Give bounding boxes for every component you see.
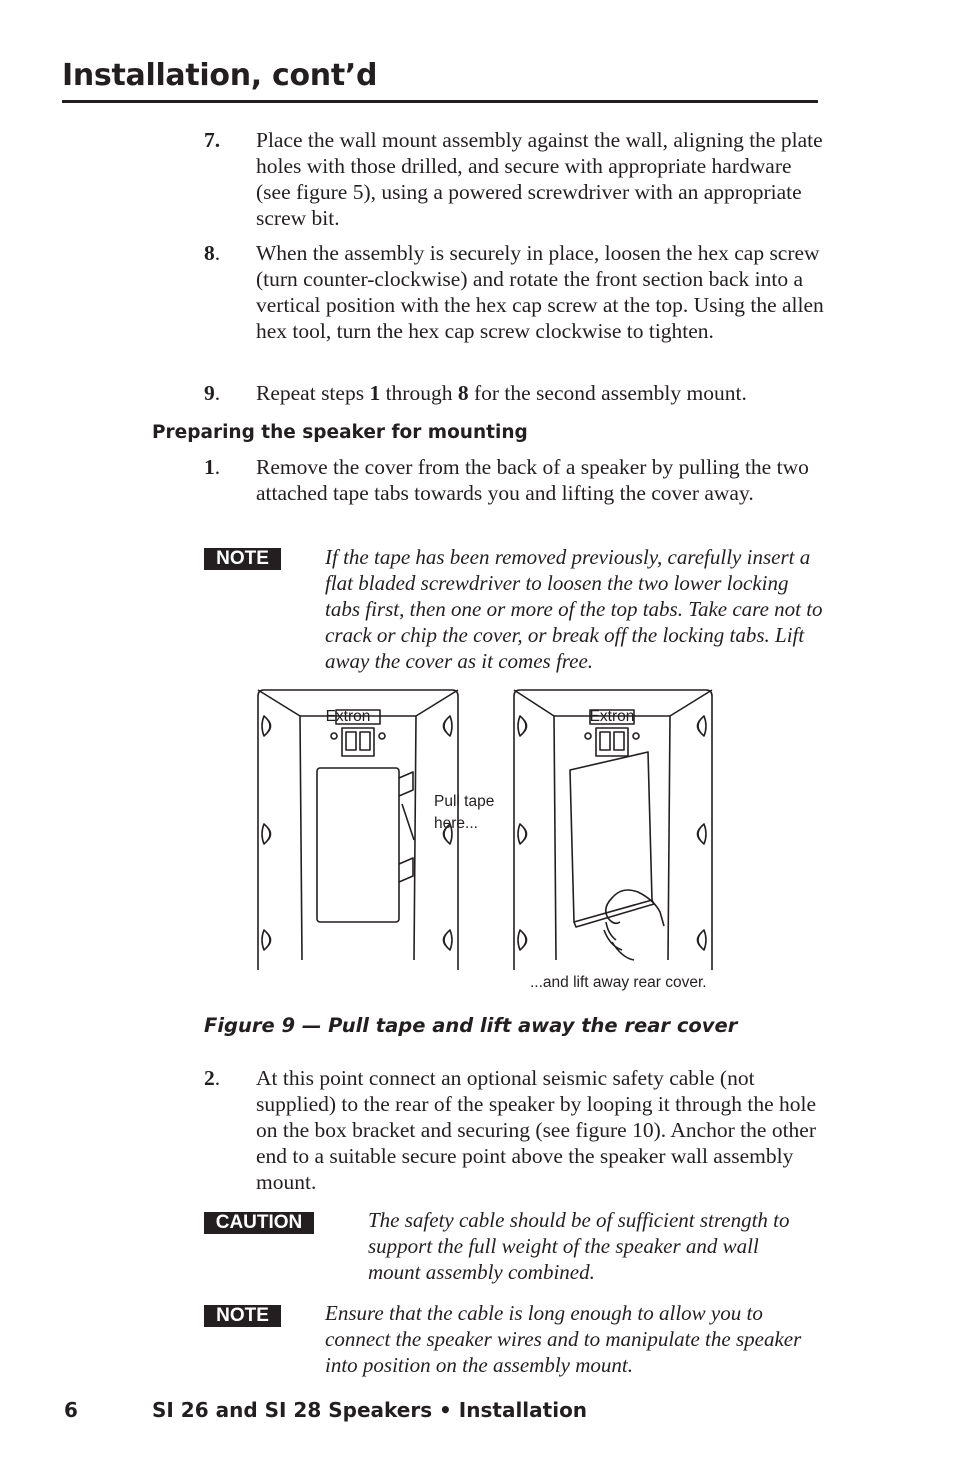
speaker-right-illustration xyxy=(514,690,712,970)
step-text: Remove the cover from the back of a speaker by pulling the two attached tape tabs towards you and lifting the cover away. xyxy=(256,455,809,505)
step-2 xyxy=(204,1065,824,1195)
note-text: If the tape has been removed previously, carefully insert a flat bladed screwdriver to loosen the two lower locking tabs first, then one or more of the top tabs. Take care not to crack or chip the cover, or break off the locking tabs. Lift away the cover as it comes free. xyxy=(325,545,823,673)
speaker-rear-cover-figure xyxy=(250,686,730,998)
step-number: 9. xyxy=(204,381,221,405)
note-text: Ensure that the cable is long enough to allow you to connect the speaker wires and to manipulate the speaker into position on the assembly mount. xyxy=(325,1301,802,1377)
note-badge: NOTE xyxy=(204,1305,281,1327)
step-8 xyxy=(204,240,824,344)
caution-badge: CAUTION xyxy=(204,1212,314,1234)
lift-cover-label: ...and lift away rear cover. xyxy=(530,974,707,991)
step-text: At this point connect an optional seismic safety cable (not supplied) to the rear of the speaker by looping it through the hole on the box bracket and securing (see figure 10). Anchor the other end to a suitable secure point above the speaker wall assembly mount. xyxy=(256,1066,817,1194)
step-7 xyxy=(204,127,824,231)
step-text: When the assembly is securely in place, loosen the hex cap screw (turn counter-clockwise) and rotate the front section back into a vertical position with the hex cap screw at the top. Using the allen hex tool, turn the hex cap screw clockwise to tighten. xyxy=(256,241,824,343)
brand-logo-right: Extron xyxy=(589,708,635,725)
page-title: Installation, cont’d xyxy=(62,58,378,93)
step-text: Place the wall mount assembly against the wall, aligning the plate holes with those drilled, and secure with appropriate hardware (see figure 5), using a powered screwdriver with an appropriate screw bit. xyxy=(256,128,823,230)
title-rule xyxy=(62,100,818,103)
page-number: 6 xyxy=(64,1398,78,1422)
step-number: 2. xyxy=(204,1066,221,1090)
caution-text: The safety cable should be of sufficient strength to support the full weight of the speaker and wall mount assembly combined. xyxy=(368,1208,790,1284)
step-text: Repeat steps 1 through 8 for the second assembly mount. xyxy=(256,381,747,405)
step-1 xyxy=(204,454,824,506)
speaker-left-illustration xyxy=(258,690,458,970)
step-number: 7. xyxy=(204,128,221,152)
brand-logo-left: Extron xyxy=(325,708,371,725)
section-heading: Preparing the speaker for mounting xyxy=(152,422,528,443)
step-9 xyxy=(204,380,824,406)
footer-title: SI 26 and SI 28 Speakers • Installation xyxy=(152,1398,588,1422)
step-number: 1. xyxy=(204,455,221,479)
pull-tape-label-line1: Pull tape xyxy=(434,793,495,810)
note-badge: NOTE xyxy=(204,548,281,570)
step-number: 8. xyxy=(204,241,221,265)
figure-caption: Figure 9 — Pull tape and lift away the rear cover xyxy=(204,1014,738,1037)
pull-tape-label-line2: here... xyxy=(434,815,478,832)
